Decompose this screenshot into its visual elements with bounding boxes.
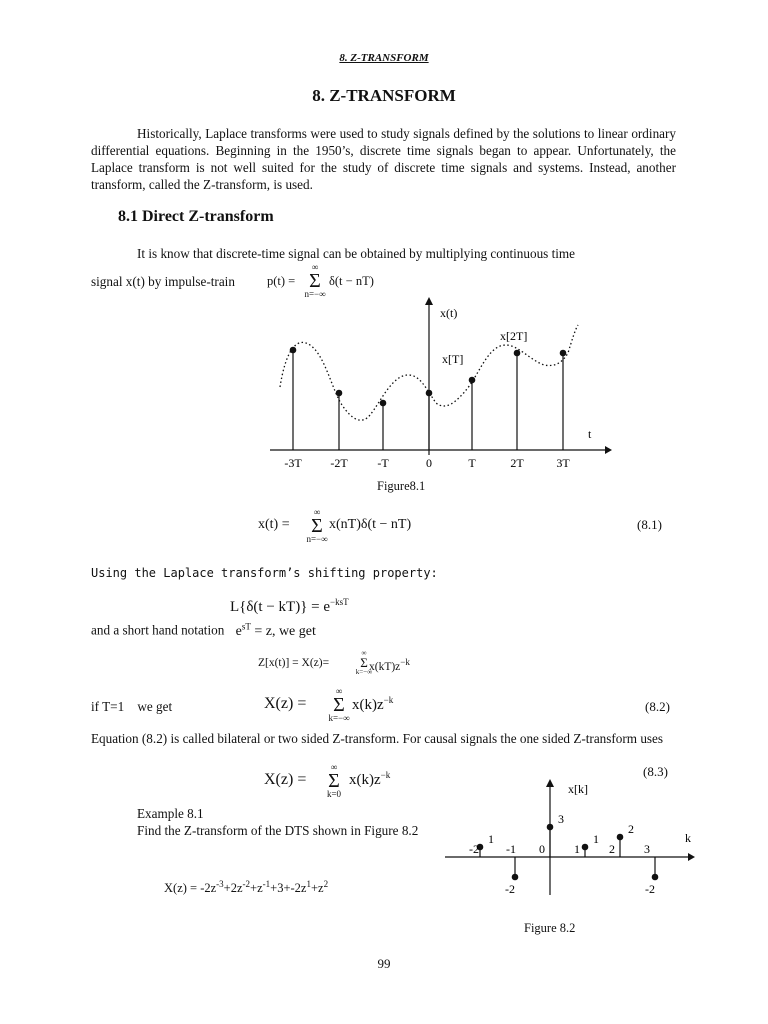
y-axis-label: x(t) [440,306,458,320]
shorthand-exp: sT [241,621,251,631]
eq-8-2-exp: −k [383,695,394,705]
sample-dot [514,350,521,357]
eq-8-1-lhs: x(t) = [258,517,290,532]
eq-8-2-number: (8.2) [645,699,670,714]
example-title: Example 8.1 [137,806,204,821]
eq-8-2-term-base: x(k)z [352,697,384,713]
laplace-eq-exponent: −ksT [330,597,349,607]
eq-8-3-term [349,770,390,789]
shorthand-base: e [235,623,242,639]
shorthand-text: and a short hand notation [91,622,225,638]
value-label-k-1: -2 [505,882,515,896]
sum-lower-limit: k=−∞ [328,713,350,723]
stem-dot-k3 [652,874,659,881]
stem-dot-k0 [547,824,554,831]
sigma-symbol: Σ [309,270,321,292]
intro-paragraph: Historically, Laplace transforms were used to study signals defined by the solutions to linear ordinary differential equations. Beginning in the 1950’s, discrete time signals began to appear. Unfortunately, the Laplace transform is not well suited for the study of discrete time signals and systems. Instead, another transform, called the Z-transform, is used. [91,126,676,192]
annotation-x-t: x[T] [442,352,464,366]
laplace-shift-line: Using the Laplace transform’s shifting property: [91,566,438,580]
sigma-symbol: Σ [333,694,345,716]
stem-dot-k2 [617,834,624,841]
sum-upper-limit: ∞ [311,262,319,272]
value-label-k0: 3 [558,812,564,826]
sum-lower-limit: k=0 [326,789,342,799]
time-axis-arrow-icon [605,446,612,454]
tick-label-k2: 2 [609,842,615,856]
eq-8-2-term [352,695,393,714]
sum-lower-limit: k=−∞ [355,668,373,676]
tick-label: T [468,456,476,470]
value-label-k-2: 1 [488,832,494,846]
eq-8-2-sum [324,687,354,723]
sample-dot [380,400,387,407]
value-label-k2: 2 [628,822,634,836]
sum-upper-limit: ∞ [330,762,338,772]
impulse-train-lhs: p(t) = [267,274,296,288]
sum-upper-limit: ∞ [361,649,367,657]
eq-8-3-sum [322,763,346,799]
amplitude-axis-arrow-icon [425,297,433,305]
tick-label: -T [377,456,389,470]
value-label-k3: -2 [645,882,655,896]
section-heading: 8.1 Direct Z-transform [118,208,274,225]
tick-label-k1: 1 [574,842,580,856]
tick-label: -3T [284,456,302,470]
eq-8-3-term-base: x(k)z [349,772,381,788]
figure-8-2 [445,775,700,920]
figure-8-1 [270,295,615,470]
sum-upper-limit: ∞ [313,507,321,517]
tick-label-k-2: -2 [469,842,479,856]
z-definition-term [369,657,410,673]
section-paragraph-line2: signal x(t) by impulse-train [91,274,235,289]
example-text: Find the Z-transform of the DTS shown in Figure 8.2 [137,823,419,838]
sum-lower-limit: n=−∞ [306,534,328,544]
eq-8-2-lhs: X(z) = [264,695,307,712]
annotation-x-2t: x[2T] [500,329,528,343]
stem-dot-k1 [582,844,589,851]
section-paragraph-line1: It is know that discrete-time signal can be obtained by multiplying continuous time [137,246,576,261]
eq-8-1-sum [302,508,332,544]
page-number: 99 [377,956,391,971]
y-axis-label: x[k] [568,782,588,796]
sum-lower-limit: n=−∞ [304,289,326,299]
z-definition-lhs: Z[x(t)] = X(z)= [258,657,330,669]
tick-label-k3: 3 [644,842,650,856]
x-axis-label: k [685,831,691,845]
shorthand-eq [235,621,316,639]
chapter-title: 8. Z-TRANSFORM [312,86,456,105]
shorthand-line [91,621,316,640]
sample-dot [560,350,567,357]
impulse-train-sum [303,263,327,299]
sample-dot [469,377,476,384]
tick-label: 0 [426,456,432,470]
z-def-exp: −k [400,657,410,667]
stem-dot-k-1 [512,874,519,881]
eq-8-3-number: (8.3) [643,764,668,779]
impulse-train-term: δ(t − nT) [329,274,374,288]
tick-label: 2T [510,456,524,470]
sample-dot [336,390,343,397]
sigma-symbol: Σ [328,770,340,792]
bilateral-paragraph: Equation (8.2) is called bilateral or two sided Z-transform. For causal signals the one sided Z-transform uses [91,731,664,746]
x-axis-label: t [588,427,592,441]
tick-label: -2T [330,456,348,470]
sample-dot [290,347,297,354]
eq-8-3-exp: −k [380,770,391,780]
k-axis-arrow-icon [688,853,695,861]
eq-8-2-prefix: if T=1 we get [91,699,173,714]
figure-8-1-caption: Figure8.1 [377,479,426,493]
z-def-term: x(kT)z [369,660,401,673]
amplitude-axis-arrow-icon [546,779,554,787]
result-equation: $X(z) = -2z^{-3}+2z^{-2}+z^{-1}+3+-2z^1+z^2$ [164,879,329,896]
laplace-shift-equation [230,597,349,616]
eq-8-1-term: x(nT)δ(t − nT) [329,517,412,532]
tick-label-k0: 0 [539,842,545,856]
sigma-symbol: Σ [311,515,323,537]
tick-label-k-1: -1 [506,842,516,856]
sigma-symbol: Σ [360,655,368,670]
sample-dot [426,390,433,397]
sum-upper-limit: ∞ [335,686,343,696]
value-label-k1: 1 [593,832,599,846]
eq-8-1-number: (8.1) [637,517,662,532]
figure-8-2-caption: Figure 8.2 [524,921,576,935]
shorthand-rest: = z, we get [254,623,316,639]
tick-label: 3T [556,456,570,470]
laplace-eq-base: L{δ(t − kT)} = e [230,599,331,615]
eq-8-3-lhs: X(z) = [264,771,307,788]
running-header: 8. Z-TRANSFORM [339,52,429,64]
